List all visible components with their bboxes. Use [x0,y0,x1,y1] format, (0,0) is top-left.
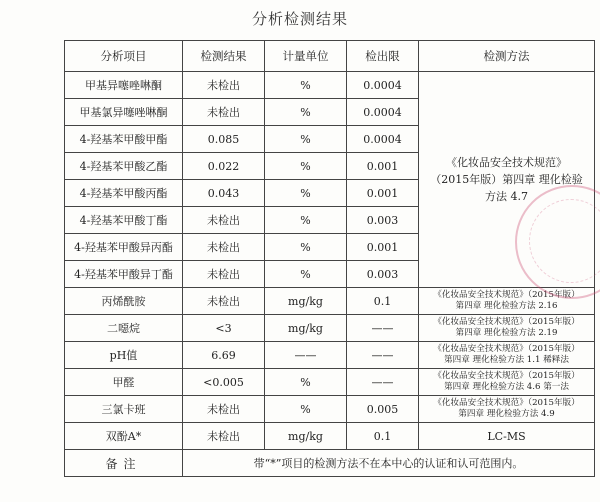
unit-cell: % [265,99,347,126]
method-cell [419,396,595,423]
method-line: 《化妆品安全技术规范》（2015年版） [433,344,580,354]
unit-cell: mg/kg [265,315,347,342]
unit-cell: % [265,234,347,261]
limit-cell: 0.001 [347,180,419,207]
item-cell: 甲基氯异噻唑啉酮 [65,99,183,126]
result-cell: 0.043 [183,180,265,207]
result-cell: 0.022 [183,153,265,180]
header-limit: 检出限 [347,41,419,72]
method-cell [419,342,595,369]
method-line: （2015年版）第四章 理化检验 [430,173,583,186]
method-cell [419,288,595,315]
item-cell: 双酚A* [65,423,183,450]
results-table [64,40,595,477]
unit-cell: % [265,180,347,207]
limit-cell: 0.0004 [347,72,419,99]
result-cell: 未检出 [183,261,265,288]
item-cell: 二噁烷 [65,315,183,342]
header-item: 分析项目 [65,41,183,72]
method-line: 《化妆品安全技术规范》（2015年版） [433,290,580,300]
table-row [65,342,595,369]
result-cell: 未检出 [183,234,265,261]
header-unit: 计量单位 [265,41,347,72]
table-row [65,369,595,396]
item-cell: 4-羟基苯甲酸丁酯 [65,207,183,234]
remark-text: 带“*”项目的检测方法不在本中心的认证和认可范围内。 [183,450,595,477]
item-cell: 甲基异噻唑啉酮 [65,72,183,99]
unit-cell: % [265,72,347,99]
method-line: 第四章 理化检验方法 2.16 [455,301,558,311]
item-cell: 三氯卡班 [65,396,183,423]
method-cell [419,315,595,342]
unit-cell: % [265,369,347,396]
limit-cell: —— [347,369,419,396]
unit-cell: mg/kg [265,423,347,450]
method-cell [419,369,595,396]
limit-cell: 0.005 [347,396,419,423]
limit-cell: —— [347,315,419,342]
table-row [65,396,595,423]
table-row [65,288,595,315]
item-cell: 4-羟基苯甲酸甲酯 [65,126,183,153]
unit-cell: —— [265,342,347,369]
table-row [65,72,595,99]
item-cell: 4-羟基苯甲酸丙酯 [65,180,183,207]
limit-cell: 0.1 [347,288,419,315]
remark-label: 备注 [65,450,183,477]
unit-cell: mg/kg [265,288,347,315]
result-cell: 未检出 [183,396,265,423]
method-line: 《化妆品安全技术规范》（2015年版） [433,371,580,381]
table-row [65,315,595,342]
page-title: 分析检测结果 [251,10,348,28]
result-cell: 未检出 [183,72,265,99]
unit-cell: % [265,396,347,423]
result-cell: <3 [183,315,265,342]
method-line: 第四章 理化检验方法 2.19 [455,328,558,338]
result-cell: 未检出 [183,288,265,315]
item-cell: 4-羟基苯甲酸异丁酯 [65,261,183,288]
result-cell: <0.005 [183,369,265,396]
result-cell: 未检出 [183,99,265,126]
header-result: 检测结果 [183,41,265,72]
limit-cell: 0.0004 [347,99,419,126]
method-line: 第四章 理化检验方法 4.6 第一法 [444,382,569,392]
limit-cell: —— [347,342,419,369]
method-line: 方法 4.7 [485,190,528,203]
method-line: 《化妆品安全技术规范》（2015年版） [433,317,580,327]
method-line: 第四章 理化检验方法 1.1 稀释法 [444,355,569,365]
item-cell: pH值 [65,342,183,369]
limit-cell: 0.003 [347,207,419,234]
unit-cell: % [265,126,347,153]
item-cell: 甲醛 [65,369,183,396]
result-cell: 6.69 [183,342,265,369]
limit-cell: 0.001 [347,234,419,261]
limit-cell: 0.0004 [347,126,419,153]
table-row [65,423,595,450]
unit-cell: % [265,207,347,234]
method-line: 《化妆品安全技术规范》（2015年版） [433,398,580,408]
header-method: 检测方法 [419,41,595,72]
item-cell: 丙烯酰胺 [65,288,183,315]
unit-cell: % [265,261,347,288]
result-cell: 未检出 [183,423,265,450]
method-line: 《化妆品安全技术规范》 [446,156,567,169]
limit-cell: 0.001 [347,153,419,180]
merged-method-cell [419,72,595,288]
result-cell: 0.085 [183,126,265,153]
remark-row [65,450,595,477]
result-cell: 未检出 [183,207,265,234]
method-cell: LC-MS [419,423,595,450]
table-header-row [65,41,595,72]
limit-cell: 0.1 [347,423,419,450]
method-line: 第四章 理化检验方法 4.9 [458,409,555,419]
item-cell: 4-羟基苯甲酸异丙酯 [65,234,183,261]
unit-cell: % [265,153,347,180]
limit-cell: 0.003 [347,261,419,288]
item-cell: 4-羟基苯甲酸乙酯 [65,153,183,180]
